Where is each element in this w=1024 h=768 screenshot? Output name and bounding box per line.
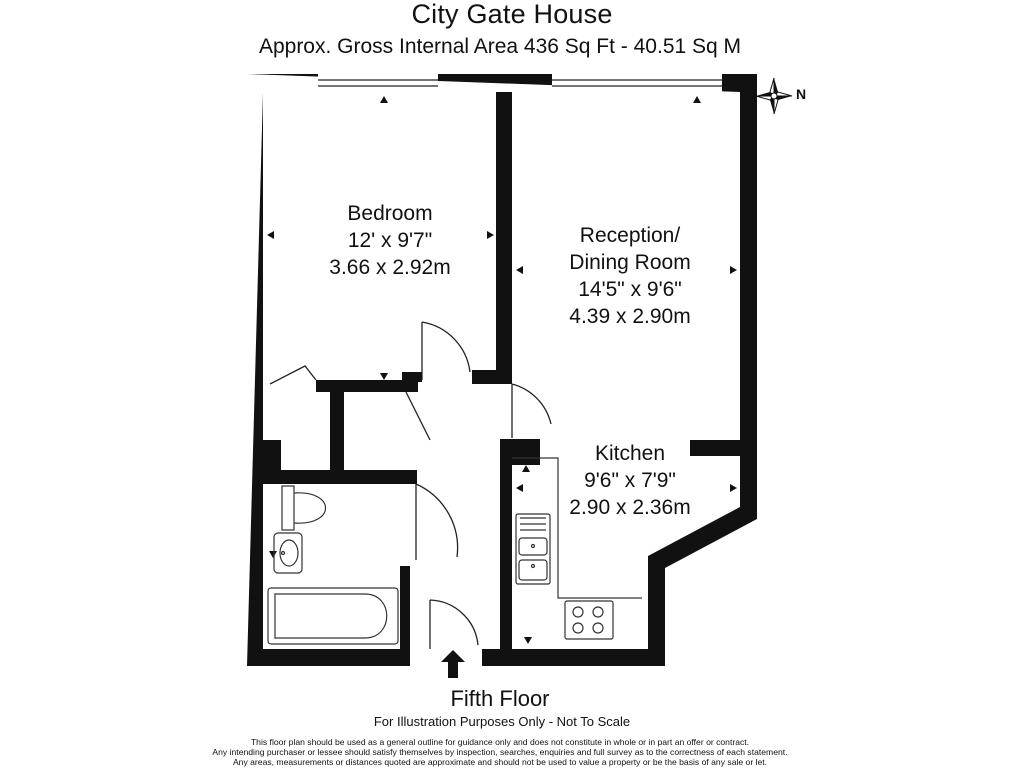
reception-metric: 4.39 x 2.90m xyxy=(569,305,691,328)
cupboard-door xyxy=(270,366,316,384)
disclaimer-line-1: This floor plan should be used as a general outline for guidance only and does not constitute in whole or in part an offer or contract. xyxy=(250,737,750,747)
bedroom-window xyxy=(318,74,438,92)
bedroom-name: Bedroom xyxy=(347,202,433,225)
bedroom-imperial: 12' x 9'7" xyxy=(347,229,433,252)
gross-area-subtitle: Approx. Gross Internal Area 436 Sq Ft - 40.51 Sq M xyxy=(258,35,742,58)
kitchen-metric: 2.90 x 2.36m xyxy=(569,496,691,519)
toilet-cistern xyxy=(282,486,294,530)
bedroom-label xyxy=(300,200,480,281)
reception-imperial: 14'5" x 9'6" xyxy=(578,278,682,301)
kitchen-label xyxy=(545,440,715,521)
reception-name-line1: Reception/ xyxy=(579,224,681,247)
illustration-note: For Illustration Purposes Only - Not To Scale xyxy=(373,714,631,729)
entrance-door xyxy=(430,600,478,649)
kitchen-name: Kitchen xyxy=(594,442,666,465)
disclaimer-line-3: Any areas, measurements or distances quoted are approximate and should not be used to value a property or be the basis of any sale or let. xyxy=(232,757,768,767)
toilet-bowl xyxy=(294,493,326,523)
bedroom-door xyxy=(422,322,470,380)
cupboard-door-2 xyxy=(406,392,430,440)
bathroom-door xyxy=(416,484,458,560)
bedroom-metric: 3.66 x 2.92m xyxy=(329,256,451,279)
plan-title: City Gate House xyxy=(411,0,613,29)
kitchen-imperial: 9'6" x 7'9" xyxy=(584,469,676,492)
reception-window xyxy=(552,74,722,92)
disclaimer-line-2: Any intending purchaser or lessee should satisfy themselves by inspection, searches, enquiries and full survey as to the correctness of each statement. xyxy=(212,747,788,757)
bath xyxy=(268,588,398,644)
reception-door xyxy=(512,384,551,438)
internal-walls xyxy=(263,92,740,650)
floor-label: Fifth Floor xyxy=(450,686,550,711)
reception-name-line2: Dining Room xyxy=(569,251,691,274)
north-label: N xyxy=(796,86,807,102)
hob xyxy=(565,601,613,639)
compass-rose-icon xyxy=(756,78,792,114)
reception-label xyxy=(535,222,725,330)
bathroom-fittings xyxy=(268,486,398,644)
